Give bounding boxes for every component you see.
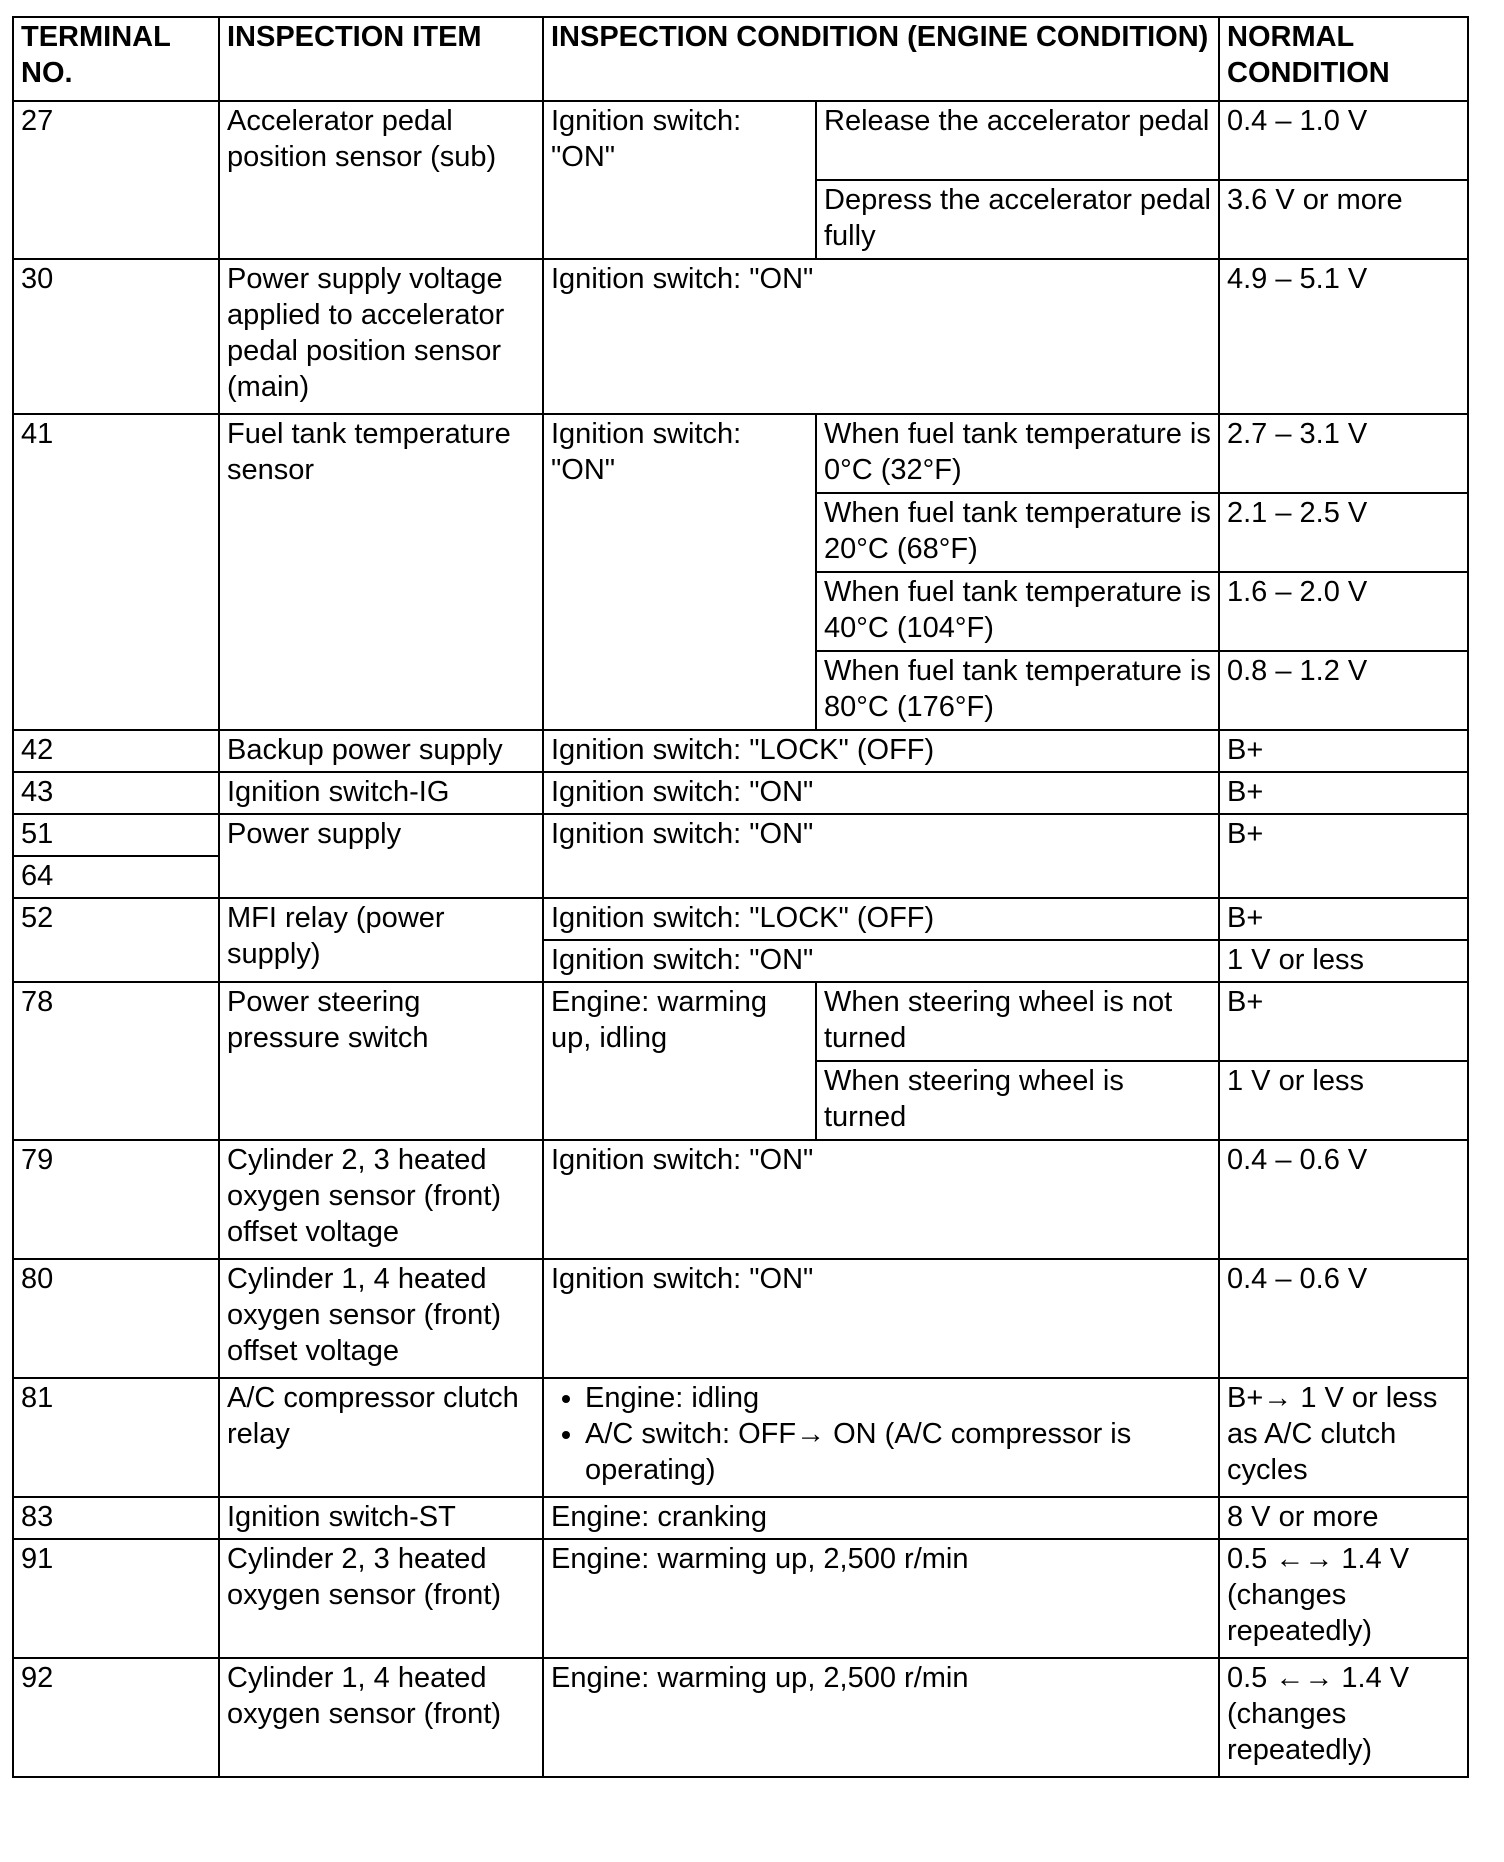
- terminal-no: 52: [13, 898, 219, 982]
- normal-condition: 0.4 – 0.6 V: [1219, 1259, 1468, 1378]
- table-row: [13, 101, 1468, 180]
- inspection-item: Cylinder 2, 3 heated oxygen sensor (front) offset voltage: [219, 1140, 543, 1259]
- table-row: [13, 1378, 1468, 1497]
- table-row: [13, 1259, 1468, 1378]
- normal-condition: 1 V or less: [1219, 1061, 1468, 1140]
- sub-condition: When fuel tank temperature is 80°C (176°F): [816, 651, 1219, 730]
- normal-condition: 0.5 ←→ 1.4 V (changes repeatedly): [1219, 1658, 1468, 1777]
- inspection-item: MFI relay (power supply): [219, 898, 543, 982]
- normal-condition: 3.6 V or more: [1219, 180, 1468, 259]
- terminal-inspection-table: [12, 16, 1469, 1778]
- inspection-item: Power supply voltage applied to accelerator pedal position sensor (main): [219, 259, 543, 414]
- inspection-condition: Ignition switch: "ON": [543, 814, 1219, 898]
- inspection-condition: Engine: warming up, 2,500 r/min: [543, 1658, 1219, 1777]
- normal-condition: 1.6 – 2.0 V: [1219, 572, 1468, 651]
- inspection-condition: [543, 1378, 1219, 1497]
- terminal-no: 43: [13, 772, 219, 814]
- table-row: [13, 982, 1468, 1061]
- table-row: [13, 1539, 1468, 1658]
- normal-condition: 0.4 – 1.0 V: [1219, 101, 1468, 180]
- inspection-item: Cylinder 2, 3 heated oxygen sensor (front): [219, 1539, 543, 1658]
- terminal-no: 27: [13, 101, 219, 259]
- table-row: [13, 730, 1468, 772]
- inspection-item: Cylinder 1, 4 heated oxygen sensor (front): [219, 1658, 543, 1777]
- table-row: [13, 898, 1468, 940]
- inspection-condition: Ignition switch: "ON": [543, 259, 1219, 414]
- normal-condition: B+: [1219, 814, 1468, 898]
- sub-condition: When steering wheel is not turned: [816, 982, 1219, 1061]
- header-terminal-no: TERMINAL NO.: [13, 17, 219, 101]
- sub-condition: When fuel tank temperature is 20°C (68°F): [816, 493, 1219, 572]
- normal-condition: B+: [1219, 982, 1468, 1061]
- terminal-no: 51: [13, 814, 219, 856]
- sub-condition: Release the accelerator pedal: [816, 101, 1219, 180]
- inspection-condition: Engine: warming up, idling: [543, 982, 816, 1140]
- inspection-condition: Engine: warming up, 2,500 r/min: [543, 1539, 1219, 1658]
- inspection-condition: Ignition switch: "ON": [543, 1259, 1219, 1378]
- table-row: [13, 1497, 1468, 1539]
- terminal-no: 30: [13, 259, 219, 414]
- inspection-item: A/C compressor clutch relay: [219, 1378, 543, 1497]
- inspection-item: Ignition switch-ST: [219, 1497, 543, 1539]
- normal-condition: 0.8 – 1.2 V: [1219, 651, 1468, 730]
- inspection-item: Accelerator pedal position sensor (sub): [219, 101, 543, 259]
- terminal-no: 64: [13, 856, 219, 898]
- header-inspection-item: INSPECTION ITEM: [219, 17, 543, 101]
- normal-condition: 0.5 ←→ 1.4 V (changes repeatedly): [1219, 1539, 1468, 1658]
- header-row: [13, 17, 1468, 101]
- inspection-condition: Engine: cranking: [543, 1497, 1219, 1539]
- list-item: • A/C switch: OFF→ ON (A/C compressor is operating): [585, 1416, 1211, 1488]
- terminal-no: 92: [13, 1658, 219, 1777]
- normal-condition: 4.9 – 5.1 V: [1219, 259, 1468, 414]
- terminal-no: 42: [13, 730, 219, 772]
- normal-condition: B+: [1219, 772, 1468, 814]
- table-row: [13, 259, 1468, 414]
- inspection-item: Power steering pressure switch: [219, 982, 543, 1140]
- inspection-condition: Ignition switch: "ON": [543, 101, 816, 259]
- normal-condition: B+: [1219, 898, 1468, 940]
- sub-condition: When fuel tank temperature is 40°C (104°F): [816, 572, 1219, 651]
- terminal-no: 81: [13, 1378, 219, 1497]
- condition-bullet-list: [551, 1380, 1211, 1488]
- table-row: [13, 814, 1468, 856]
- inspection-item: Fuel tank temperature sensor: [219, 414, 543, 730]
- inspection-condition: Ignition switch: "ON": [543, 940, 1219, 982]
- inspection-condition: Ignition switch: "LOCK" (OFF): [543, 730, 1219, 772]
- inspection-item: Ignition switch-IG: [219, 772, 543, 814]
- header-normal-condition: NORMAL CONDITION: [1219, 17, 1468, 101]
- sub-condition: When steering wheel is turned: [816, 1061, 1219, 1140]
- terminal-no: 78: [13, 982, 219, 1140]
- sub-condition: When fuel tank temperature is 0°C (32°F): [816, 414, 1219, 493]
- table-row: [13, 414, 1468, 493]
- inspection-condition: Ignition switch: "LOCK" (OFF): [543, 898, 1219, 940]
- table-row: [13, 1140, 1468, 1259]
- terminal-no: 91: [13, 1539, 219, 1658]
- table-row: [13, 1658, 1468, 1777]
- inspection-item: Cylinder 1, 4 heated oxygen sensor (front) offset voltage: [219, 1259, 543, 1378]
- normal-condition: 1 V or less: [1219, 940, 1468, 982]
- terminal-no: 41: [13, 414, 219, 730]
- normal-condition: 2.1 – 2.5 V: [1219, 493, 1468, 572]
- list-item: • Engine: idling: [585, 1380, 1211, 1416]
- normal-condition: 2.7 – 3.1 V: [1219, 414, 1468, 493]
- normal-condition: B+: [1219, 730, 1468, 772]
- sub-condition: Depress the accelerator pedal fully: [816, 180, 1219, 259]
- terminal-no: 80: [13, 1259, 219, 1378]
- normal-condition: B+→ 1 V or less as A/C clutch cycles: [1219, 1378, 1468, 1497]
- table-row: [13, 772, 1468, 814]
- terminal-no: 79: [13, 1140, 219, 1259]
- normal-condition: 8 V or more: [1219, 1497, 1468, 1539]
- inspection-item: Power supply: [219, 814, 543, 898]
- normal-condition: 0.4 – 0.6 V: [1219, 1140, 1468, 1259]
- inspection-condition: Ignition switch: "ON": [543, 414, 816, 730]
- header-inspection-condition: INSPECTION CONDITION (ENGINE CONDITION): [543, 17, 1219, 101]
- inspection-condition: Ignition switch: "ON": [543, 772, 1219, 814]
- terminal-no: 83: [13, 1497, 219, 1539]
- inspection-item: Backup power supply: [219, 730, 543, 772]
- inspection-condition: Ignition switch: "ON": [543, 1140, 1219, 1259]
